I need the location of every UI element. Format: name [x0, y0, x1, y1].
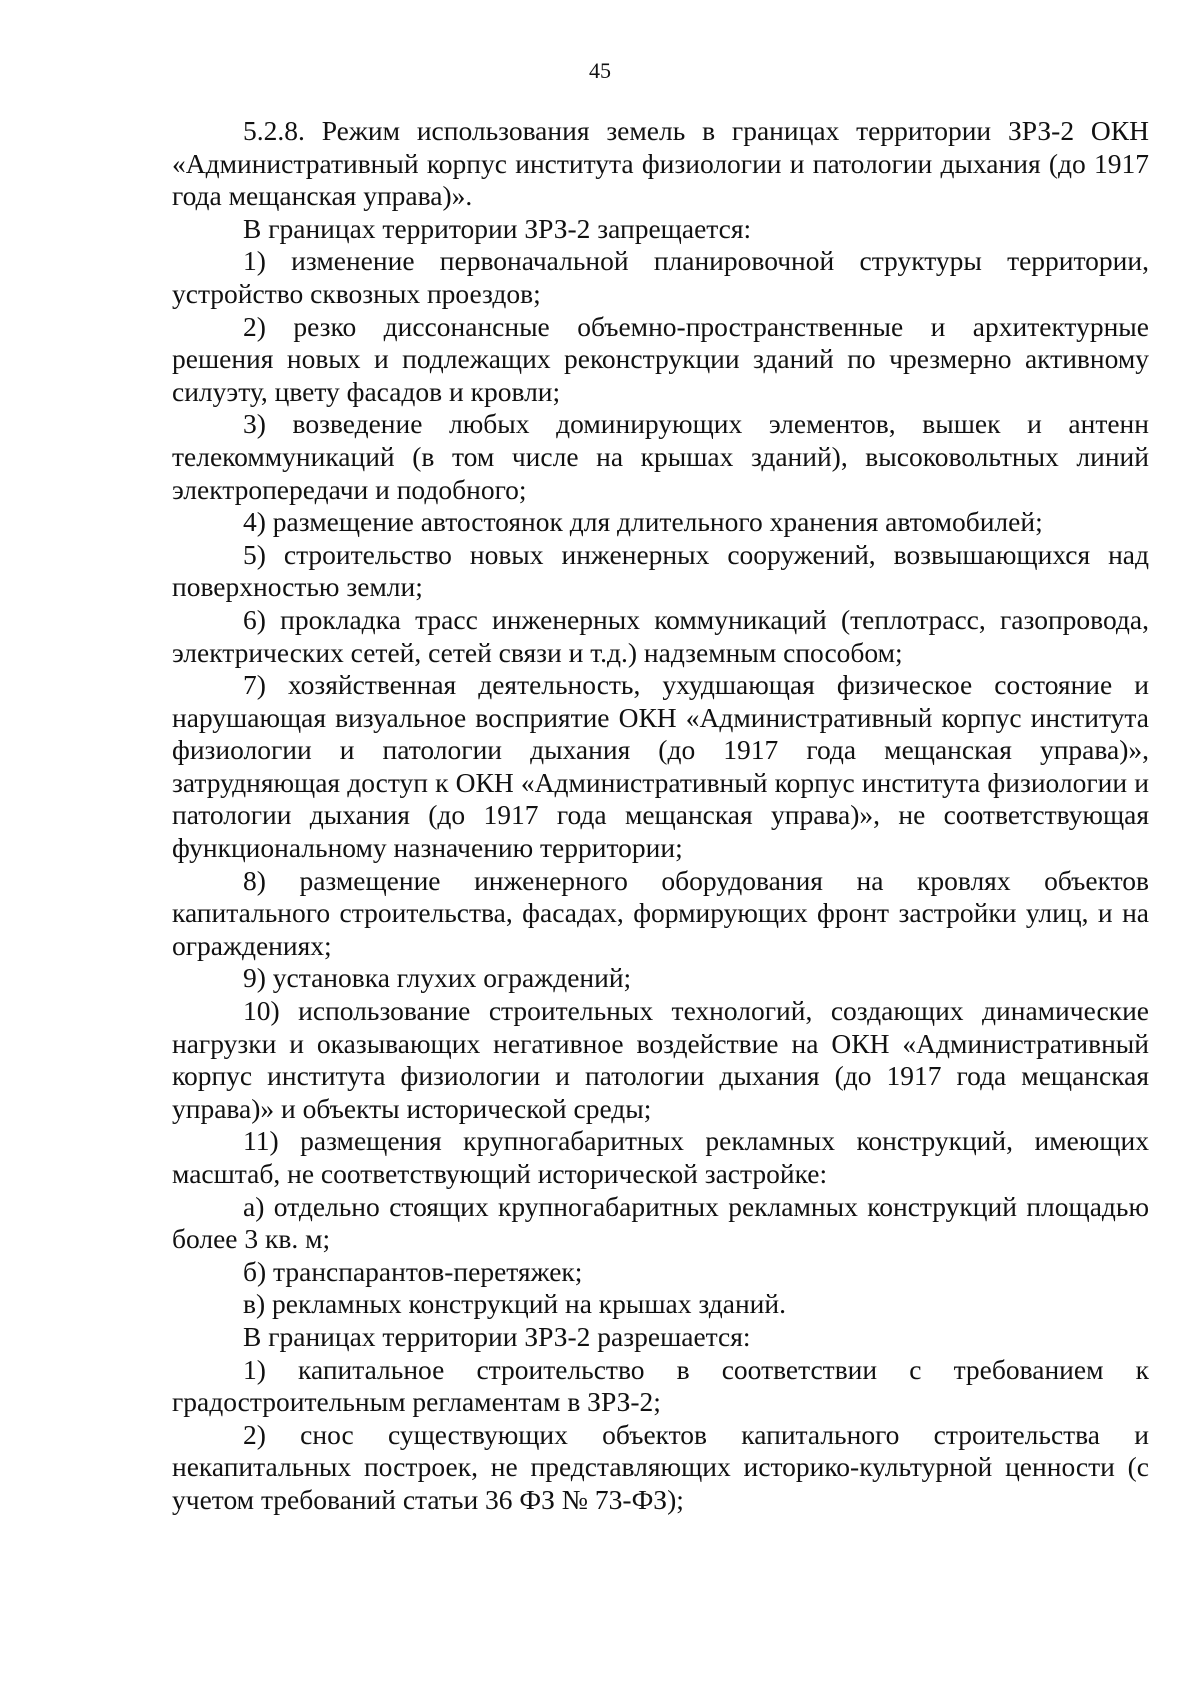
prohibited-intro: В границах территории ЗРЗ-2 запрещается:	[243, 212, 752, 244]
page-number: 45	[589, 58, 611, 83]
list-item: 9) установка глухих ограждений;	[243, 962, 632, 994]
list-item: 7) хозяйственная деятельность, ухудшающая физическое состояние и нарушающая визуальное восприятие ОКН «Административный корпус института физиологии и патологии дыхания (до 1917 года мещанская управа)», затрудняющая доступ к ОКН «Административный корпус института физиологии и патологии дыхания (до 1917 года мещанская управа)», не соответствующая функциональному назначению территории;	[172, 669, 1149, 864]
list-item: 2) резко диссонансные объемно-пространственные и архитектурные решения новых и подлежащих реконструкции зданий по чрезмерно активному силуэту, цвету фасадов и кровли;	[172, 310, 1149, 407]
list-item: 1) изменение первоначальной планировочной структуры территории, устройство сквозных проездов;	[172, 245, 1149, 309]
sub-list-item: б) транспарантов-перетяжек;	[243, 1255, 583, 1287]
list-item: 2) снос существующих объектов капитального строительства и некапитальных построек, не представляющих историко-культурной ценности (с учетом требований статьи 36 ФЗ № 73-ФЗ);	[172, 1418, 1149, 1515]
list-item: 3) возведение любых доминирующих элементов, вышек и антенн телекоммуникаций (в том числе на крышах зданий), высоковольтных линий электропередачи и подобного;	[172, 408, 1149, 505]
list-item: 11) размещения крупногабаритных рекламных конструкций, имеющих масштаб, не соответствующий исторической застройке:	[172, 1125, 1149, 1189]
permitted-intro: В границах территории ЗРЗ-2 разрешается:	[243, 1320, 751, 1352]
section-heading-paragraph: 5.2.8. Режим использования земель в границах территории ЗРЗ-2 ОКН «Административный корпус института физиологии и патологии дыхания (до 1917 года мещанская управа)».	[172, 115, 1149, 212]
list-item: 4) размещение автостоянок для длительного хранения автомобилей;	[243, 506, 1043, 538]
list-item: 6) прокладка трасс инженерных коммуникаций (теплотрасс, газопровода, электрических сетей, сетей связи и т.д.) надземным способом;	[172, 603, 1149, 668]
sub-list-item: а) отдельно стоящих крупногабаритных рекламных конструкций площадью более 3 кв. м;	[172, 1190, 1149, 1255]
sub-list-item: в) рекламных конструкций на крышах зданий.	[243, 1288, 786, 1320]
list-item: 1) капитальное строительство в соответствии с требованием к градостроительным регламентам в ЗРЗ-2;	[172, 1353, 1149, 1418]
list-item: 10) использование строительных технологий, создающих динамические нагрузки и оказывающих негативное воздействие на ОКН «Административный корпус института физиологии и патологии дыхания (до 1917 года мещанская управа)» и объекты исторической среды;	[172, 995, 1149, 1124]
list-item: 5) строительство новых инженерных сооружений, возвышающихся над поверхностью земли;	[172, 538, 1149, 603]
list-item: 8) размещение инженерного оборудования на кровлях объектов капитального строительства, фасадах, формирующих фронт застройки улиц, и на ограждениях;	[172, 864, 1149, 961]
document-body	[172, 115, 1149, 1517]
